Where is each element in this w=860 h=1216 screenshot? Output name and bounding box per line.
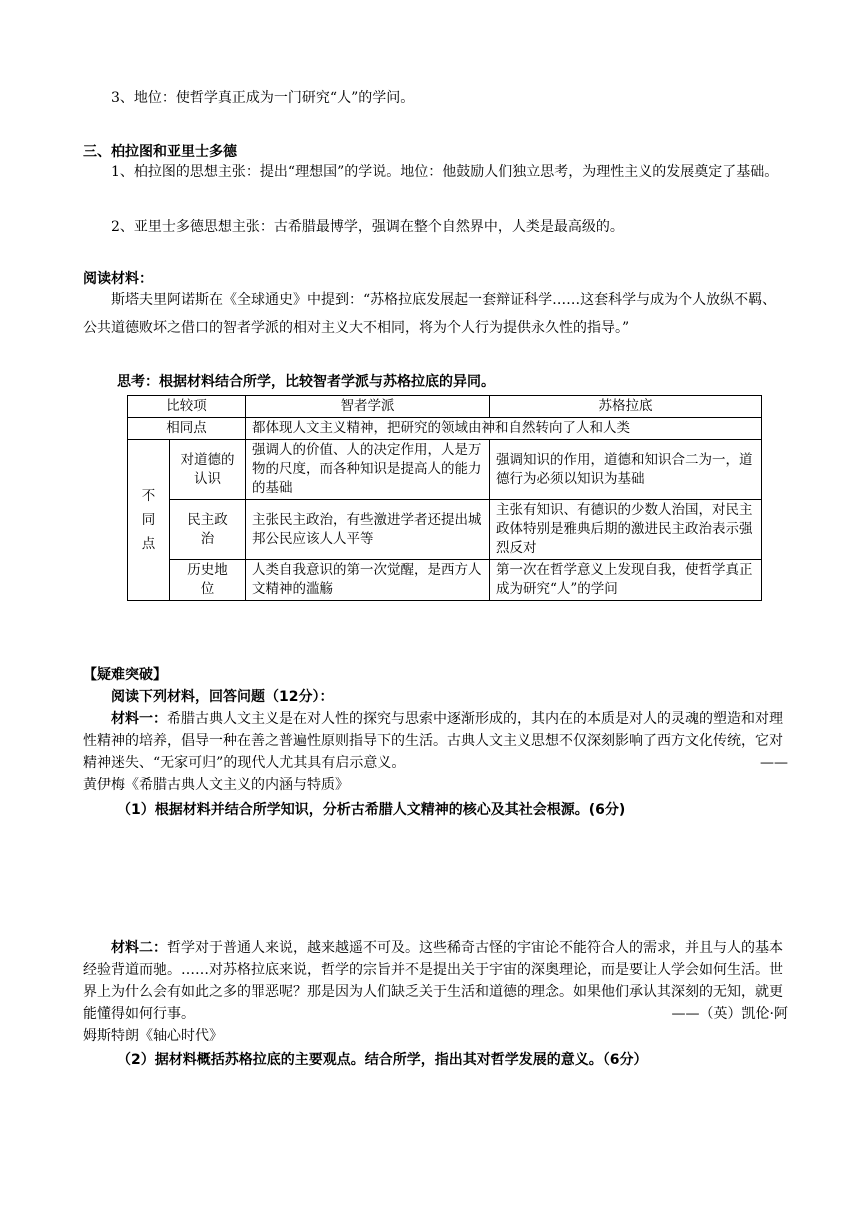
table-cell: 主张有知识、有德识的少数人治国，对民主政体特别是雅典后期的激进民主政治表示强烈反对 <box>490 500 762 560</box>
table-cell: 不同点 <box>128 440 170 601</box>
table-header-row <box>128 396 762 418</box>
table-cell: 主张民主政治，有些激进学者还提出城邦公民应该人人平等 <box>246 500 490 560</box>
table-cell: 强调人的价值、人的决定作用，人是万物的尺度，而各种知识是提高人的能力的基础 <box>246 440 490 500</box>
table-cell: 强调知识的作用，道德和知识合二为一，道德行为必须以知识为基础 <box>490 440 762 500</box>
reading-text: 斯塔夫里阿诺斯在《全球通史》中提到：“苏格拉底发展起一套辩证科学……这套科学与成为个人放纵不羁、公共道德败坏之借口的智者学派的相对主义大不相同，将为个人行为提供永久性的指导。” <box>83 292 777 336</box>
table-cell: 都体现人文主义精神，把研究的领域由神和自然转向了人和人类 <box>246 418 762 440</box>
table-row <box>128 500 762 560</box>
table-row <box>128 440 762 500</box>
comparison-table <box>127 395 762 601</box>
material-two-text: 哲学对于普通人来说，越来越遥不可及。这些稀奇古怪的宇宙论不能符合人的需求，并且与人的基本经验背道而驰。……对苏格拉底来说，哲学的宗旨并不是提出关于宇宙的深奥理论，而是要让人学会如何生活。世界上为什么会有如此之多的罪恶呢？那是因为人们缺乏关于生活和道德的理念。如果他们承认其深刻的无知，就更能懂得如何行事。 <box>83 940 783 1022</box>
question-one: （1）根据材料并结合所学知识，分析古希腊人文精神的核心及其社会根源。(6分) <box>117 802 626 818</box>
table-cell: 人类自我意识的第一次觉醒，是西方人文精神的滥觞 <box>246 560 490 601</box>
difficulty-instruction: 阅读下列材料，回答问题（12分）： <box>111 689 334 705</box>
material-two-label: 材料二： <box>111 940 167 956</box>
reading-heading: 阅读材料： <box>83 271 153 287</box>
table-header: 比较项 <box>128 396 246 418</box>
material-two-source-a: ——（英）凯伦·阿 <box>671 1006 788 1022</box>
plato-paragraph: 1、柏拉图的思想主张：提出“理想国”的学说。地位：他鼓励人们独立思考，为理性主义的发展奠定了基础。 <box>111 164 779 180</box>
aristotle-paragraph: 2、亚里士多德思想主张：古希腊最博学，强调在整个自然界中，人类是最高级的。 <box>111 219 624 235</box>
table-row <box>128 418 762 440</box>
material-one-source: 黄伊梅《希腊古典人文主义的内涵与特质》 <box>83 777 349 793</box>
table-cell: 第一次在哲学意义上发现自我，使哲学真正成为研究“人”的学问 <box>490 560 762 601</box>
table-cell: 对道德的认识 <box>170 440 246 500</box>
table-row <box>128 560 762 601</box>
status-line: 3、地位：使哲学真正成为一门研究“人”的学问。 <box>111 90 415 106</box>
material-two-source-b: 姆斯特朗《轴心时代》 <box>83 1028 223 1044</box>
difficulty-heading: 【疑难突破】 <box>83 667 167 683</box>
think-question: 思考：根据材料结合所学，比较智者学派与苏格拉底的异同。 <box>117 374 495 390</box>
table-cell: 相同点 <box>128 418 246 440</box>
table-cell: 民主政治 <box>170 500 246 560</box>
material-one-text: 希腊古典人文主义是在对人性的探究与思索中逐渐形成的，其内在的本质是对人的灵魂的塑造和对理性精神的培养，倡导一种在善之普遍性原则指导下的生活。古典人文主义思想不仅深刻影响了西方文化传统，它对精神迷失、“无家可归”的现代人尤其具有启示意义。 <box>83 711 783 771</box>
question-two: （2）据材料概括苏格拉底的主要观点。结合所学，指出其对哲学发展的意义。（6分） <box>117 1052 648 1068</box>
table-header: 智者学派 <box>246 396 490 418</box>
material-one-source-dash: —— <box>760 755 788 771</box>
section-heading-plato-aristotle: 三、柏拉图和亚里士多德 <box>83 144 237 160</box>
material-one-label: 材料一： <box>111 711 167 727</box>
table-header: 苏格拉底 <box>490 396 762 418</box>
table-cell: 历史地位 <box>170 560 246 601</box>
